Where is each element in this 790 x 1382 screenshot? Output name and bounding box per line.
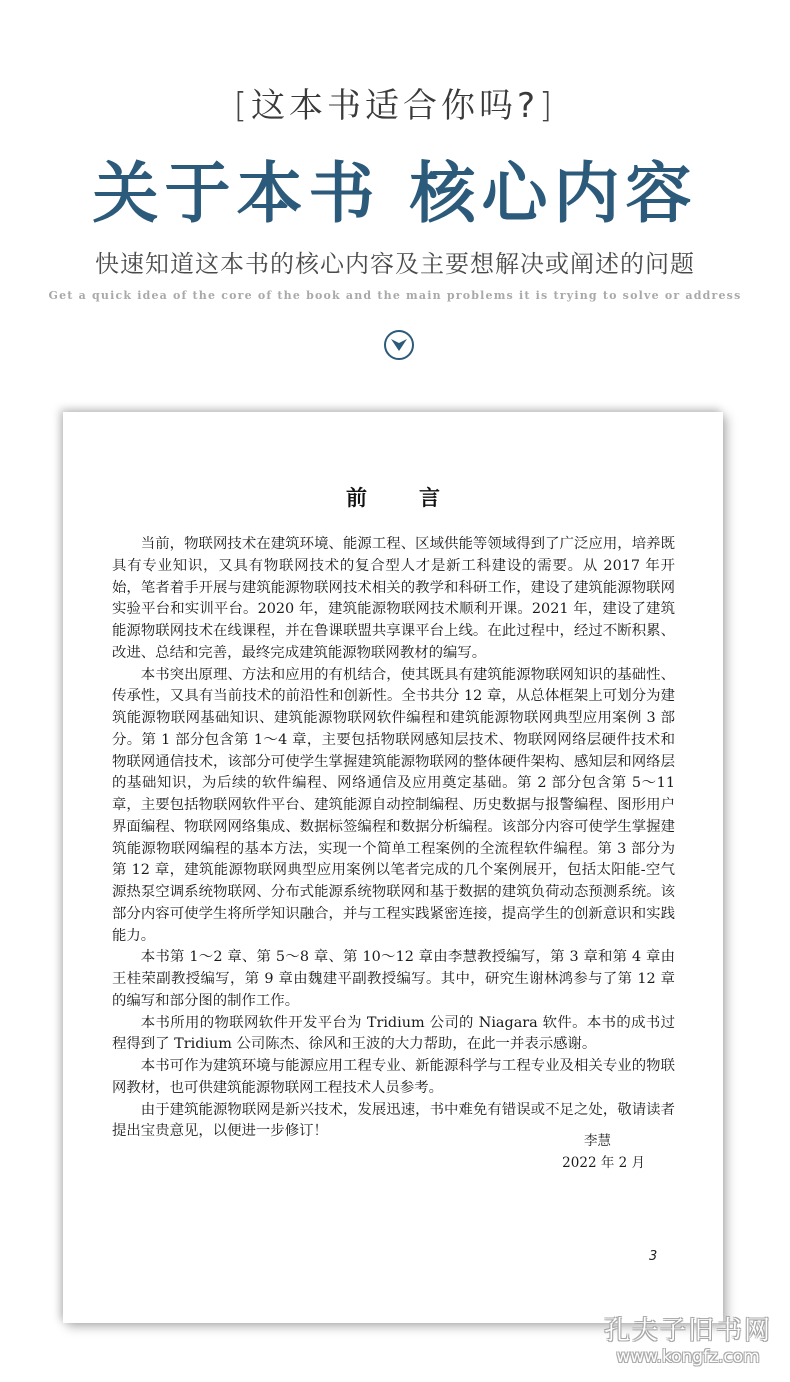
preface-body [112, 534, 675, 1143]
kicker-text: 这本书适合你吗? [250, 86, 540, 126]
signature-date: 2022 年 2 月 [562, 1155, 645, 1171]
watermark-name: 孔夫子旧书网 [603, 1316, 772, 1346]
main-title: 关于本书 核心内容 [92, 154, 698, 232]
paragraph: 本书所用的物联网软件开发平台为 Tridium 公司的 Niagara 软件。本书的成书过程得到了 Tridium 公司陈杰、徐风和王波的大力帮助，在此一并表示感谢。 [112, 1014, 675, 1053]
book-page [63, 412, 723, 1323]
preface-title [63, 482, 723, 512]
paragraph: 由于建筑能源物联网是新兴技术，发展迅速，书中难免有错误或不足之处，敬请读者提出宝贵意见，以便进一步修订！ [112, 1101, 675, 1140]
signature-author: 李慧 [584, 1133, 611, 1149]
chevron-down-icon [390, 337, 408, 353]
paragraph: 当前，物联网技术在建筑环境、能源工程、区域供能等领域得到了广泛应用，培养既具有专业知识，又具有物联网技术的复合型人才是新工科建设的需要。从 2017 年开始，笔者着手开展与建筑能源物联网技术相关的教学和科研工作，建设了建筑能源物联网实验平台和实训平台。2020 年，建筑能源物联网技术顺利开课。2021 年，建设了建筑能源物联网技术在线课程，并在鲁课联盟共享课平台上线。在此过程中，经过不断积累、改进、总结和完善，最终完成建筑能源物联网教材的编写。 [112, 536, 675, 661]
paragraph: 本书第 1～2 章、第 5～8 章、第 10～12 章由李慧教授编写，第 3 章和第 4 章由王桂荣副教授编写，第 9 章由魏建平副教授编写。其中，研究生谢林鸿参与了第 12 章的编写和部分图的制作工作。 [112, 949, 675, 1009]
chevron-down-circle-icon [384, 330, 414, 360]
bracket-open: [ [233, 86, 251, 126]
paragraph: 本书可作为建筑环境与能源应用工程专业、新能源科学与工程专业及相关专业的物联网教材，也可供建筑能源物联网工程技术人员参考。 [112, 1058, 675, 1096]
page-number: 3 [649, 1249, 658, 1264]
preface-title-char-2: 言 [419, 486, 440, 510]
preface-title-char-1: 前 [346, 486, 367, 510]
bracket-close: ] [539, 86, 557, 126]
subtitle-english: Get a quick idea of the core of the book and the main problems it is trying to solve or address [48, 289, 742, 302]
watermark [598, 1310, 778, 1367]
promo-header [0, 0, 790, 400]
watermark-url: www.kongfz.com [616, 1347, 760, 1367]
paragraph: 本书突出原理、方法和应用的有机结合，使其既具有建筑能源物联网知识的基础性、传承性，又具有当前技术的前沿性和创新性。全书共分 12 章，从总体框架上可划分为建筑能源物联网基础知识、建筑能源物联网软件编程和建筑能源物联网典型应用案例 3 部分。第 1 部分包含第 1～4 章，主要包括物联网感知层技术、物联网网络层硬件技术和物联网通信技术，该部分可使学生掌握建筑能源物联网的整体硬件架构、感知层和网络层的基础知识，为后续的软件编程、网络通信及应用奠定基础。第 2 部分包含第 5～11 章，主要包括物联网软件平台、建筑能源自动控制编程、历史数据与报警编程、图形用户界面编程、物联网网络集成、数据标签编程和数据分析编程。该部分内容可使学生掌握建筑能源物联网编程的基本方法，实现一个简单工程案例的全流程软件编程。第 3 部分为第 12 章，建筑能源物联网典型应用案例以笔者完成的几个案例展开，包括太阳能-空气源热泵空调系统物联网、分布式能源系统物联网和基于数据的建筑负荷动态预测系统。该部分内容可使学生将所学知识融合，并与工程实践紧密连接，提高学生的创新意识和实践能力。 [112, 666, 675, 944]
kicker-heading [0, 78, 790, 127]
signature [562, 1130, 645, 1174]
subtitle-chinese: 快速知道这本书的核心内容及主要想解决或阐述的问题 [95, 250, 695, 278]
